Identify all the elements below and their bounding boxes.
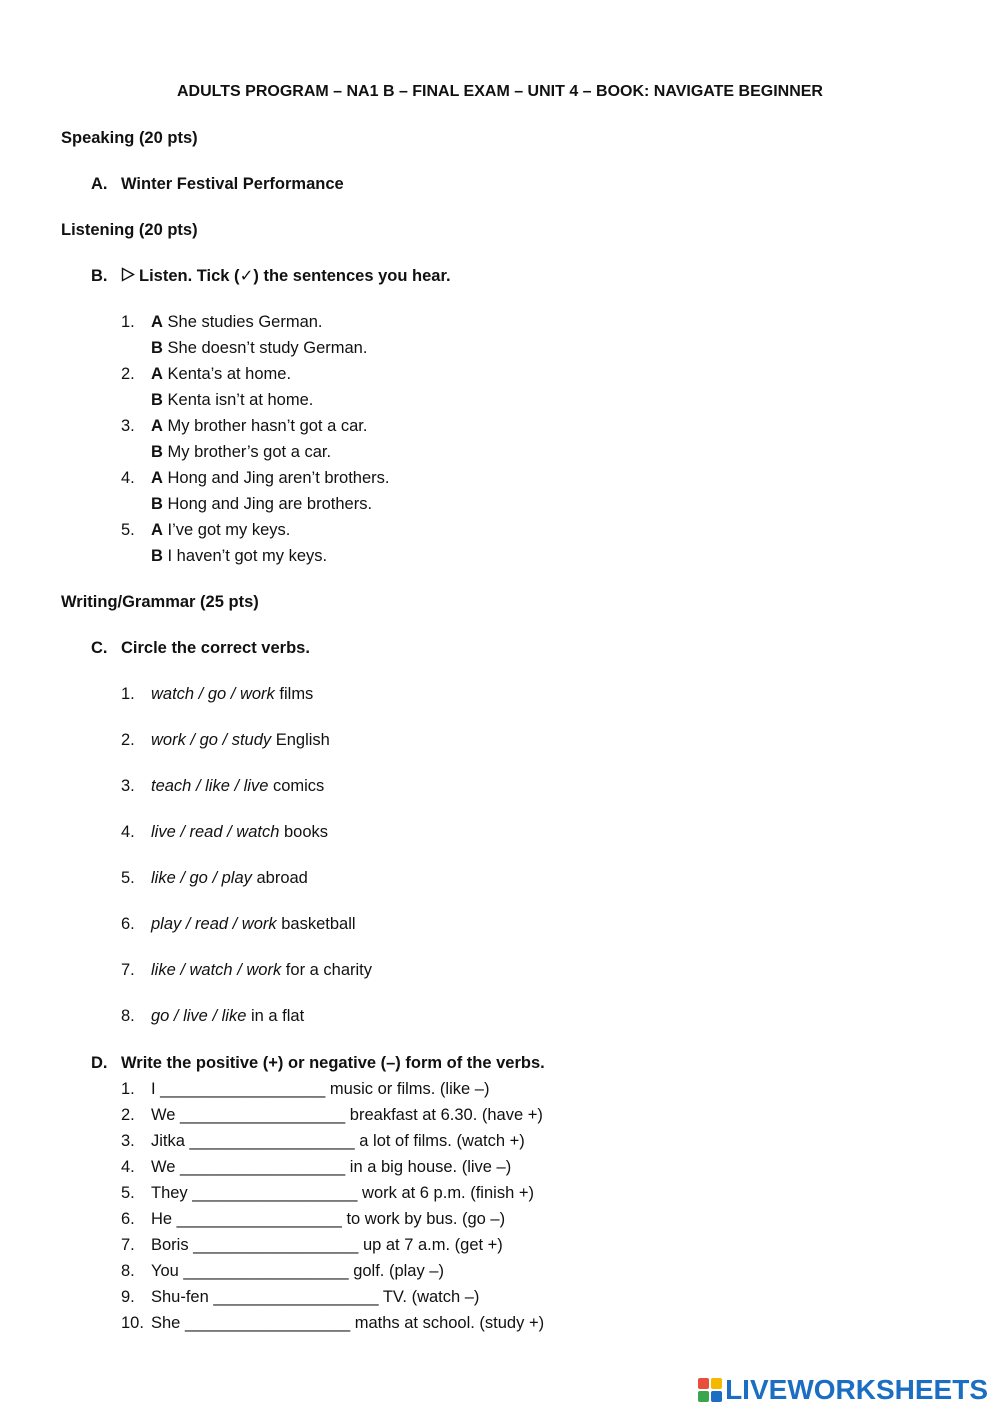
task-c-text: Circle the correct verbs. — [121, 639, 310, 657]
circle-item[interactable]: live / read / watch books — [151, 823, 329, 841]
listen-item-number: 5. — [121, 521, 135, 539]
fill-blank-item[interactable]: She __________________ maths at school. (study +) — [151, 1314, 545, 1332]
liveworksheets-logo-icon — [698, 1378, 722, 1402]
fill-item-number: 5. — [121, 1184, 135, 1202]
listen-option-b[interactable]: B I haven’t got my keys. — [151, 547, 328, 565]
task-b-letter: B. — [91, 267, 108, 285]
task-a-letter: A. — [91, 175, 108, 193]
logo-square — [711, 1391, 722, 1402]
circle-item[interactable]: like / go / play abroad — [151, 869, 308, 887]
listen-item-number: 3. — [121, 417, 135, 435]
listen-option-b[interactable]: B My brother’s got a car. — [151, 443, 332, 461]
tick-icon: ✓ — [239, 267, 254, 285]
task-b-text-pre: Listen. Tick ( — [139, 267, 240, 285]
fill-item-number: 1. — [121, 1080, 135, 1098]
circle-item[interactable]: work / go / study English — [151, 731, 330, 749]
listen-option-b[interactable]: B Hong and Jing are brothers. — [151, 495, 373, 513]
circle-item-number: 7. — [121, 961, 135, 979]
circle-item-number: 1. — [121, 685, 135, 703]
fill-blank-item[interactable]: Shu-fen __________________ TV. (watch –) — [151, 1288, 480, 1306]
listen-item-number: 4. — [121, 469, 135, 487]
circle-item[interactable]: like / watch / work for a charity — [151, 961, 373, 979]
fill-blank-item[interactable]: I __________________ music or films. (like –) — [151, 1080, 490, 1098]
circle-item[interactable]: teach / like / live comics — [151, 777, 325, 795]
fill-item-number: 8. — [121, 1262, 135, 1280]
listen-option-a[interactable]: A I’ve got my keys. — [151, 521, 291, 539]
task-c-letter: C. — [91, 639, 108, 657]
fill-blank-item[interactable]: We __________________ breakfast at 6.30. (have +) — [151, 1106, 543, 1124]
fill-blank-item[interactable]: We __________________ in a big house. (live –) — [151, 1158, 512, 1176]
listen-option-b[interactable]: B Kenta isn’t at home. — [151, 391, 314, 409]
logo-text: LIVEWORKSHEETS — [725, 1374, 988, 1405]
exam-title: ADULTS PROGRAM – NA1 B – FINAL EXAM – UNIT 4 – BOOK: NAVIGATE BEGINNER — [177, 83, 823, 100]
logo-square — [698, 1378, 709, 1389]
circle-item-number: 4. — [121, 823, 135, 841]
task-a-text: Winter Festival Performance — [121, 175, 344, 193]
listen-option-a[interactable]: A Kenta’s at home. — [151, 365, 292, 383]
circle-item-number: 2. — [121, 731, 135, 749]
fill-item-number: 2. — [121, 1106, 135, 1124]
logo-square — [698, 1391, 709, 1402]
liveworksheets-logo[interactable] — [698, 1376, 988, 1404]
circle-item-number: 6. — [121, 915, 135, 933]
listen-option-a[interactable]: A My brother hasn’t got a car. — [151, 417, 368, 435]
fill-blank-item[interactable]: They __________________ work at 6 p.m. (finish +) — [151, 1184, 534, 1202]
listen-option-a[interactable]: A Hong and Jing aren’t brothers. — [151, 469, 390, 487]
circle-item[interactable]: play / read / work basketball — [151, 915, 356, 933]
play-icon[interactable] — [121, 267, 135, 282]
listen-option-a[interactable]: A She studies German. — [151, 313, 323, 331]
fill-item-number: 10. — [121, 1314, 144, 1332]
task-d-text: Write the positive (+) or negative (–) form of the verbs. — [121, 1054, 545, 1072]
circle-item-number: 5. — [121, 869, 135, 887]
fill-item-number: 9. — [121, 1288, 135, 1306]
circle-item[interactable]: go / live / like in a flat — [151, 1007, 305, 1025]
fill-item-number: 7. — [121, 1236, 135, 1254]
circle-item-number: 3. — [121, 777, 135, 795]
writing-heading: Writing/Grammar (25 pts) — [61, 593, 259, 611]
fill-blank-item[interactable]: You __________________ golf. (play –) — [151, 1262, 444, 1280]
fill-blank-item[interactable]: Jitka __________________ a lot of films. (watch +) — [151, 1132, 525, 1150]
task-b-instruction — [121, 266, 451, 286]
listening-heading: Listening (20 pts) — [61, 221, 198, 239]
listen-item-number: 2. — [121, 365, 135, 383]
circle-item[interactable]: watch / go / work films — [151, 685, 314, 703]
circle-item-number: 8. — [121, 1007, 135, 1025]
fill-blank-item[interactable]: Boris __________________ up at 7 a.m. (get +) — [151, 1236, 503, 1254]
fill-item-number: 6. — [121, 1210, 135, 1228]
listen-option-b[interactable]: B She doesn’t study German. — [151, 339, 368, 357]
logo-square — [711, 1378, 722, 1389]
fill-item-number: 3. — [121, 1132, 135, 1150]
fill-item-number: 4. — [121, 1158, 135, 1176]
task-b-text-post: ) the sentences you hear. — [253, 267, 451, 285]
task-d-letter: D. — [91, 1054, 108, 1072]
listen-item-number: 1. — [121, 313, 135, 331]
fill-blank-item[interactable]: He __________________ to work by bus. (go –) — [151, 1210, 506, 1228]
speaking-heading: Speaking (20 pts) — [61, 129, 198, 147]
